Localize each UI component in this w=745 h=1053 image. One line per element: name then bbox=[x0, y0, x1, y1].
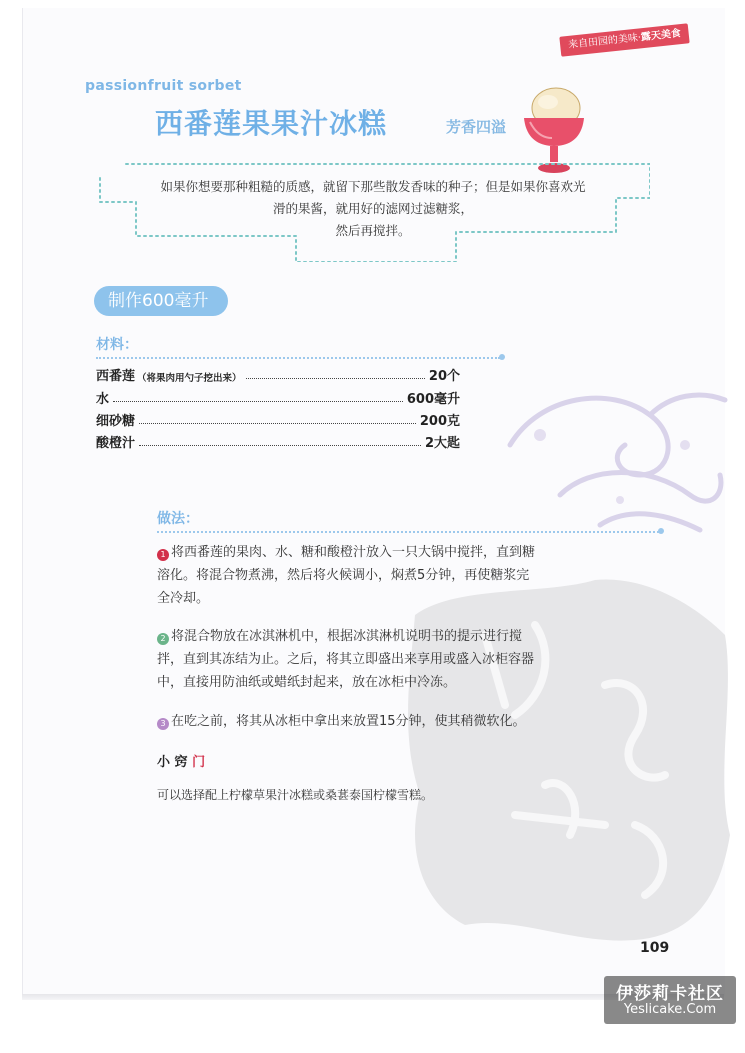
yield-badge: 制作600毫升 bbox=[94, 286, 228, 316]
ingredient-qty: 20个 bbox=[428, 369, 460, 384]
recipe-title-en: passionfruit sorbet bbox=[85, 78, 242, 94]
step-line: 中，直接用防油纸或蜡纸封起来，放在冰柜中冷冻。 bbox=[157, 675, 457, 690]
step-line: 将西番莲的果肉、水、糖和酸橙汁放入一只大锅中搅拌，直到糖 bbox=[171, 545, 536, 560]
ingredient-qty: 600毫升 bbox=[406, 392, 460, 407]
ingredient-row bbox=[96, 407, 460, 429]
intro-line-2: 滑的果酱，就用好的滤网过滤糖浆， bbox=[272, 201, 473, 216]
category-tag-text: 来自田园的美味 bbox=[567, 32, 639, 51]
watermark-line-1: 伊莎莉卡社区 bbox=[616, 984, 724, 1004]
step-number-icon: 2 bbox=[157, 633, 169, 645]
watermark-badge bbox=[604, 976, 736, 1024]
step-line: 全冷却。 bbox=[157, 591, 210, 606]
method-divider bbox=[157, 531, 659, 533]
ingredient-name: 酸橙汁 bbox=[96, 436, 136, 451]
page-number: 109 bbox=[640, 940, 670, 956]
tips-heading-char: 门 bbox=[192, 755, 206, 770]
tips-heading-char: 窍 bbox=[174, 755, 188, 770]
step-number-icon: 1 bbox=[157, 549, 169, 561]
ingredients-heading: 材料： bbox=[96, 337, 138, 353]
ingredient-name: 西番莲 bbox=[96, 369, 136, 384]
intro-text bbox=[106, 176, 640, 242]
swirl-ornament bbox=[500, 375, 730, 535]
step-line: 溶化。将混合物煮沸，然后将火候调小，焖煮5分钟，再使糖浆完 bbox=[157, 568, 530, 583]
tips-text: 可以选择配上柠檬草果汁冰糕或桑葚泰国柠檬雪糕。 bbox=[157, 788, 434, 802]
recipe-title-cn: 西番莲果果汁冰糕 bbox=[155, 107, 388, 140]
ingredient-name: 细砂糖 bbox=[96, 414, 136, 429]
watermark-line-2: Yeslicake.Com bbox=[623, 1002, 717, 1017]
method-step-3 bbox=[157, 710, 612, 733]
step-number-icon: 3 bbox=[157, 718, 169, 730]
ingredient-leader bbox=[139, 423, 416, 424]
ingredient-note: （将果肉用勺子挖出来） bbox=[137, 373, 242, 384]
ingredient-row bbox=[96, 429, 460, 451]
ingredients-divider-end bbox=[499, 354, 505, 360]
ingredient-row bbox=[96, 362, 460, 384]
ingredient-qty: 200克 bbox=[419, 414, 460, 429]
ingredient-leader bbox=[246, 378, 425, 379]
method-step-2 bbox=[157, 625, 612, 694]
ingredient-leader bbox=[139, 445, 421, 446]
category-tag-bold: 露天美食 bbox=[640, 28, 682, 44]
intro-line-1: 如果你想要那种粗糙的质感，就留下那些散发香味的种子；但是如果你喜欢光 bbox=[160, 179, 586, 194]
ingredients-divider bbox=[96, 357, 500, 359]
step-line: 将混合物放在冰淇淋机中，根据冰淇淋机说明书的提示进行搅 bbox=[171, 629, 523, 644]
ingredient-name: 水 bbox=[96, 392, 110, 407]
category-tag: 来自田园的美味·露天美食 bbox=[559, 23, 690, 56]
intro-line-3: 然后再搅拌。 bbox=[335, 223, 411, 238]
step-line: 在吃之前，将其从冰柜中拿出来放置15分钟，使其稍微软化。 bbox=[171, 714, 526, 729]
ingredient-row bbox=[96, 385, 460, 407]
method-heading: 做法： bbox=[157, 511, 199, 527]
step-line: 拌，直到其冻结为止。之后，将其立即盛出来享用或盛入冰柜容器 bbox=[157, 652, 535, 667]
recipe-subtitle: 芳香四溢 bbox=[446, 118, 507, 136]
method-divider-end bbox=[658, 528, 664, 534]
method-step-1 bbox=[157, 541, 612, 610]
tips-heading-char: 小 bbox=[157, 755, 171, 770]
ingredient-qty: 2大匙 bbox=[424, 436, 460, 451]
ingredient-leader bbox=[113, 401, 403, 402]
tips-heading bbox=[157, 751, 205, 770]
